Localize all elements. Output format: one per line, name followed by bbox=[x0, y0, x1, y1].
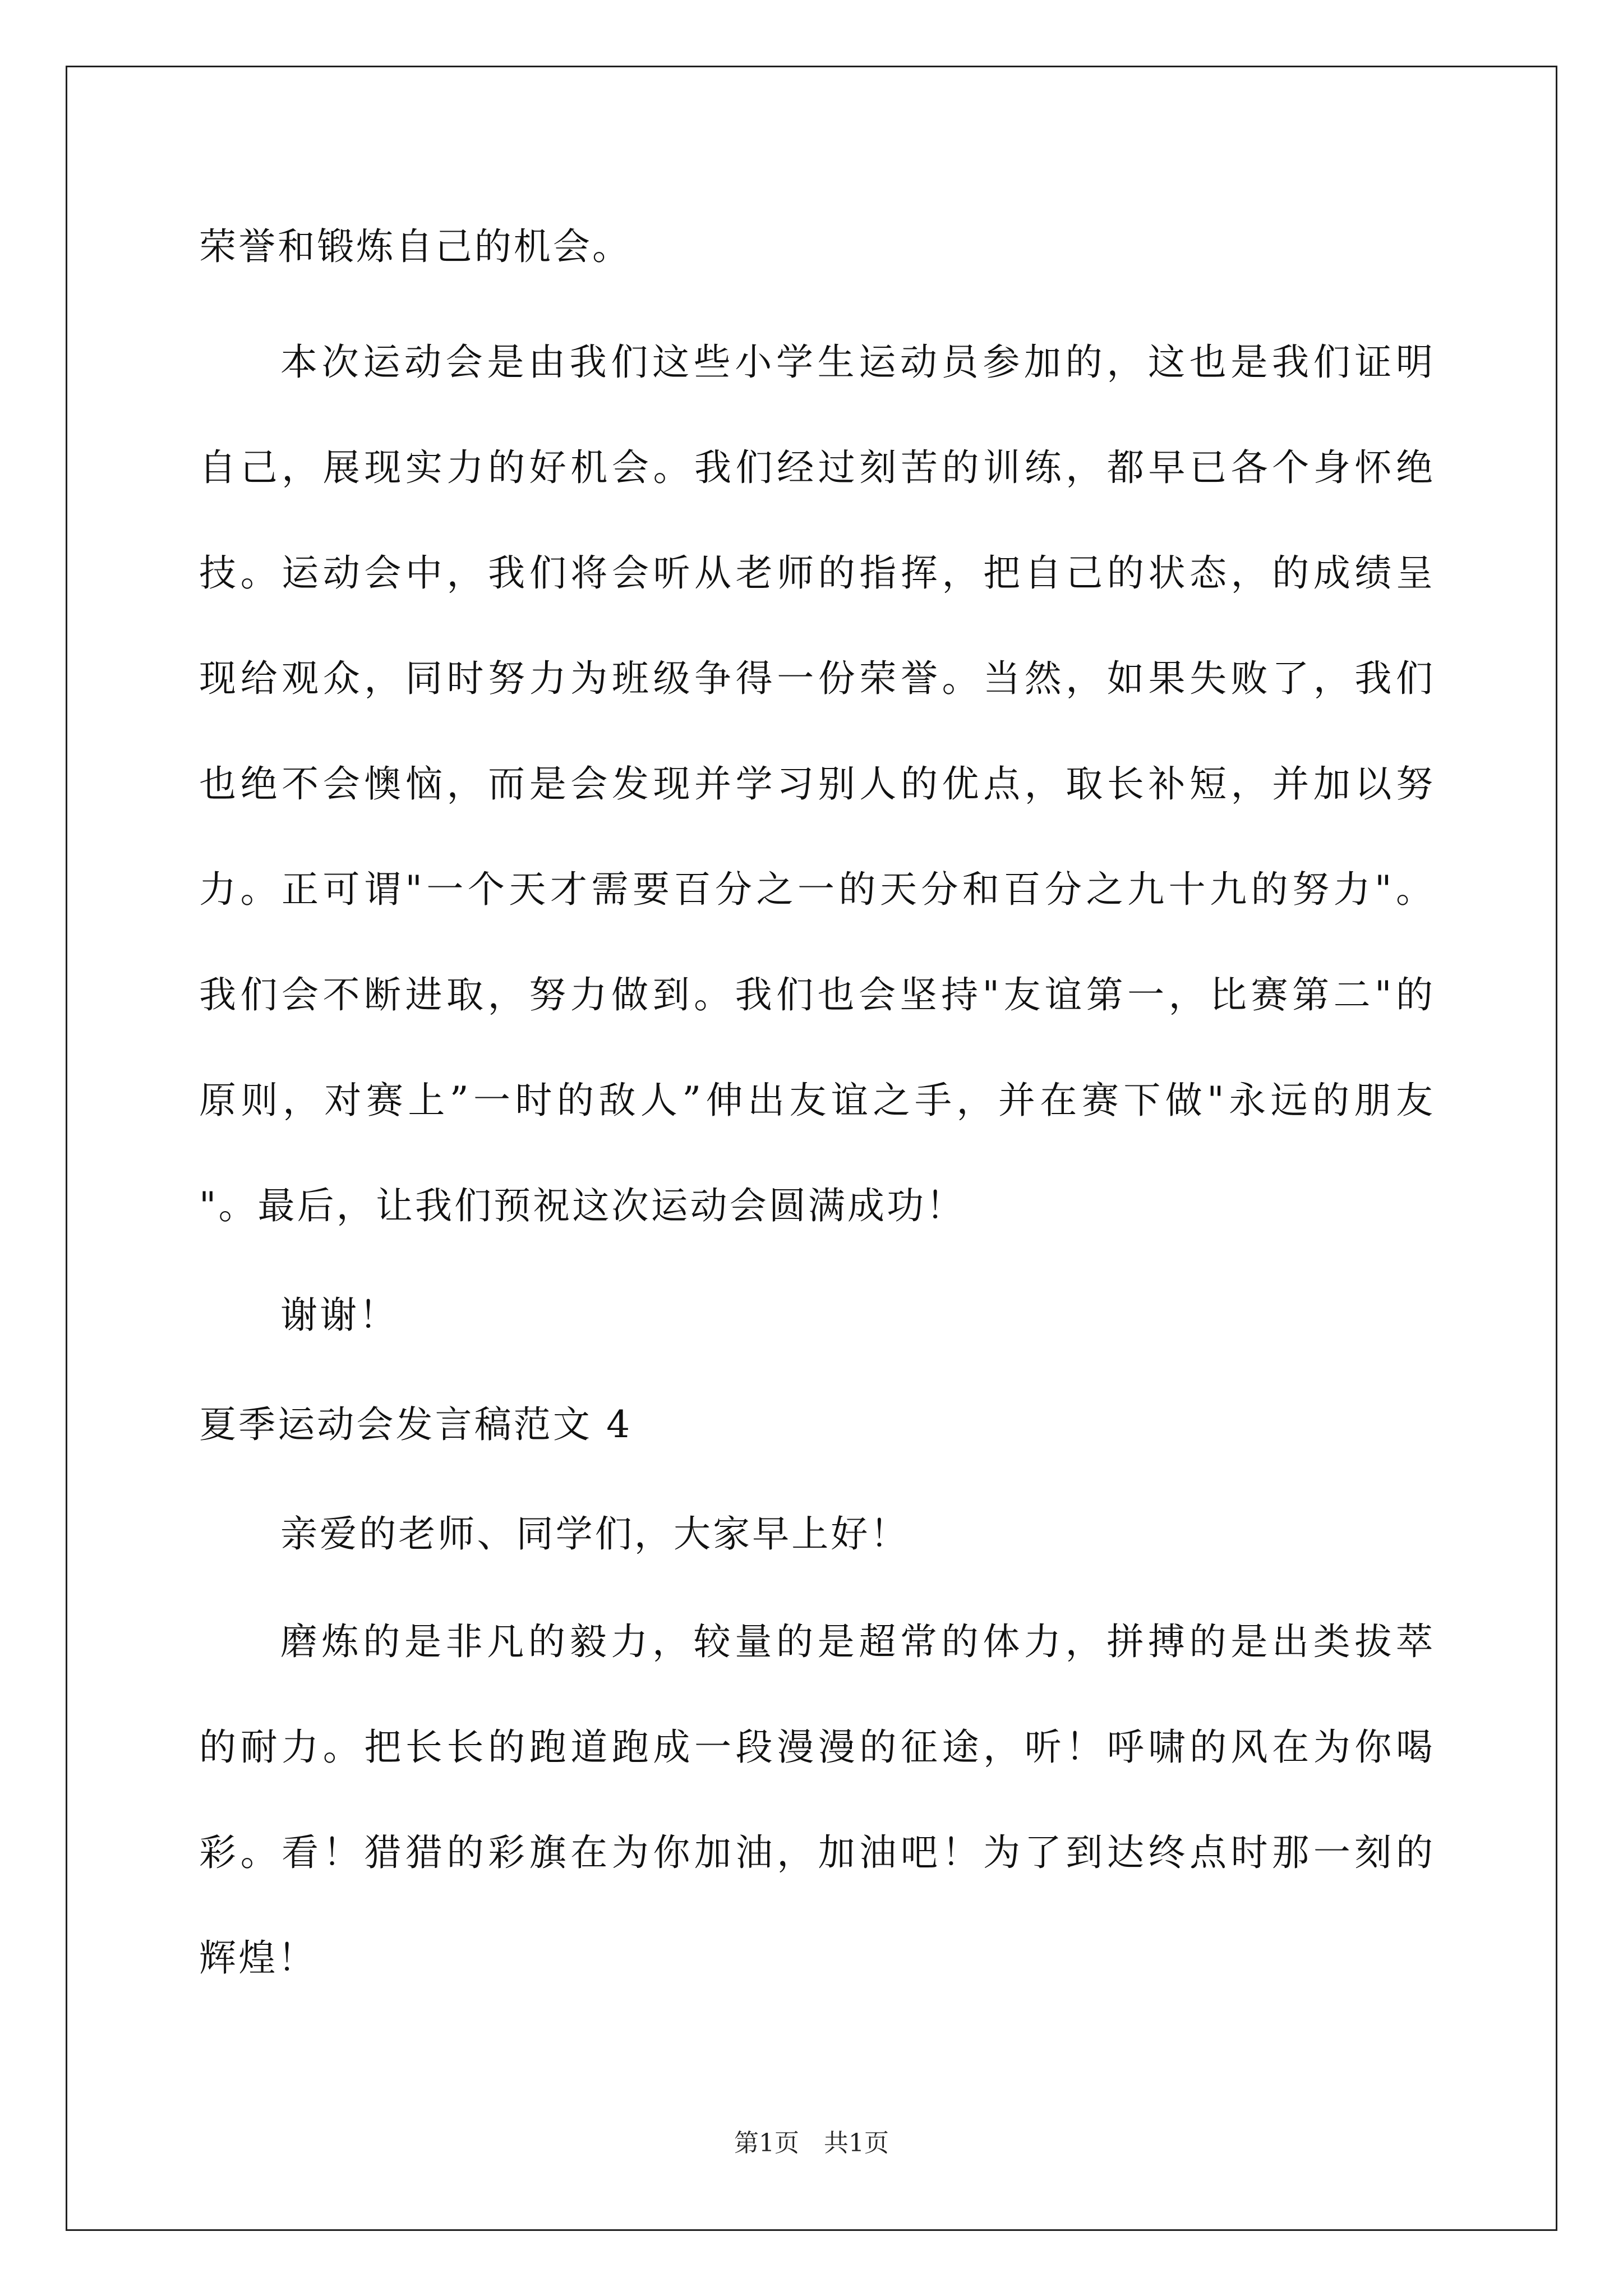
text-line: "。最后，让我们预祝这次运动会圆满成功！ bbox=[199, 1184, 966, 1227]
text-line: 彩。看！猎猎的彩旗在为你加油，加油吧！为了到达终点时那一刻的 bbox=[199, 1831, 1433, 1874]
text-line: 自己，展现实力的好机会。我们经过刻苦的训练，都早已各个身怀绝 bbox=[199, 446, 1433, 489]
text-line: 我们会不断进取，努力做到。我们也会坚持"友谊第一，比赛第二"的 bbox=[199, 973, 1433, 1016]
text-line: 荣誉和锻炼自己的机会。 bbox=[199, 225, 632, 268]
text-line: 力。正可谓"一个天才需要百分之一的天分和百分之九十九的努力"。 bbox=[199, 868, 1433, 911]
page-footer: 第1页 共1页 bbox=[734, 2129, 889, 2157]
page-border bbox=[66, 66, 1557, 2231]
section-heading: 夏季运动会发言稿范文 4 bbox=[199, 1403, 633, 1446]
thanks-line: 谢谢！ bbox=[280, 1294, 399, 1337]
paragraph-start-line: 本次运动会是由我们这些小学生运动员参加的，这也是我们证明 bbox=[280, 341, 1433, 384]
text-line: 原则，对赛上”一时的敌人”伸出友谊之手，并在赛下做"永远的朋友 bbox=[199, 1079, 1433, 1122]
text-line: 的耐力。把长长的跑道跑成一段漫漫的征途，听！呼啸的风在为你喝 bbox=[199, 1726, 1433, 1769]
paragraph-start-line: 磨炼的是非凡的毅力，较量的是超常的体力，拼搏的是出类拔萃 bbox=[280, 1620, 1433, 1663]
greeting-line: 亲爱的老师、同学们，大家早上好！ bbox=[280, 1512, 910, 1556]
text-line: 现给观众，同时努力为班级争得一份荣誉。当然，如果失败了，我们 bbox=[199, 657, 1433, 700]
text-line: 辉煌！ bbox=[199, 1936, 317, 1980]
text-line: 也绝不会懊恼，而是会发现并学习别人的优点，取长补短，并加以努 bbox=[199, 762, 1433, 806]
text-line: 技。运动会中，我们将会听从老师的指挥，把自己的状态，的成绩呈 bbox=[199, 551, 1433, 595]
